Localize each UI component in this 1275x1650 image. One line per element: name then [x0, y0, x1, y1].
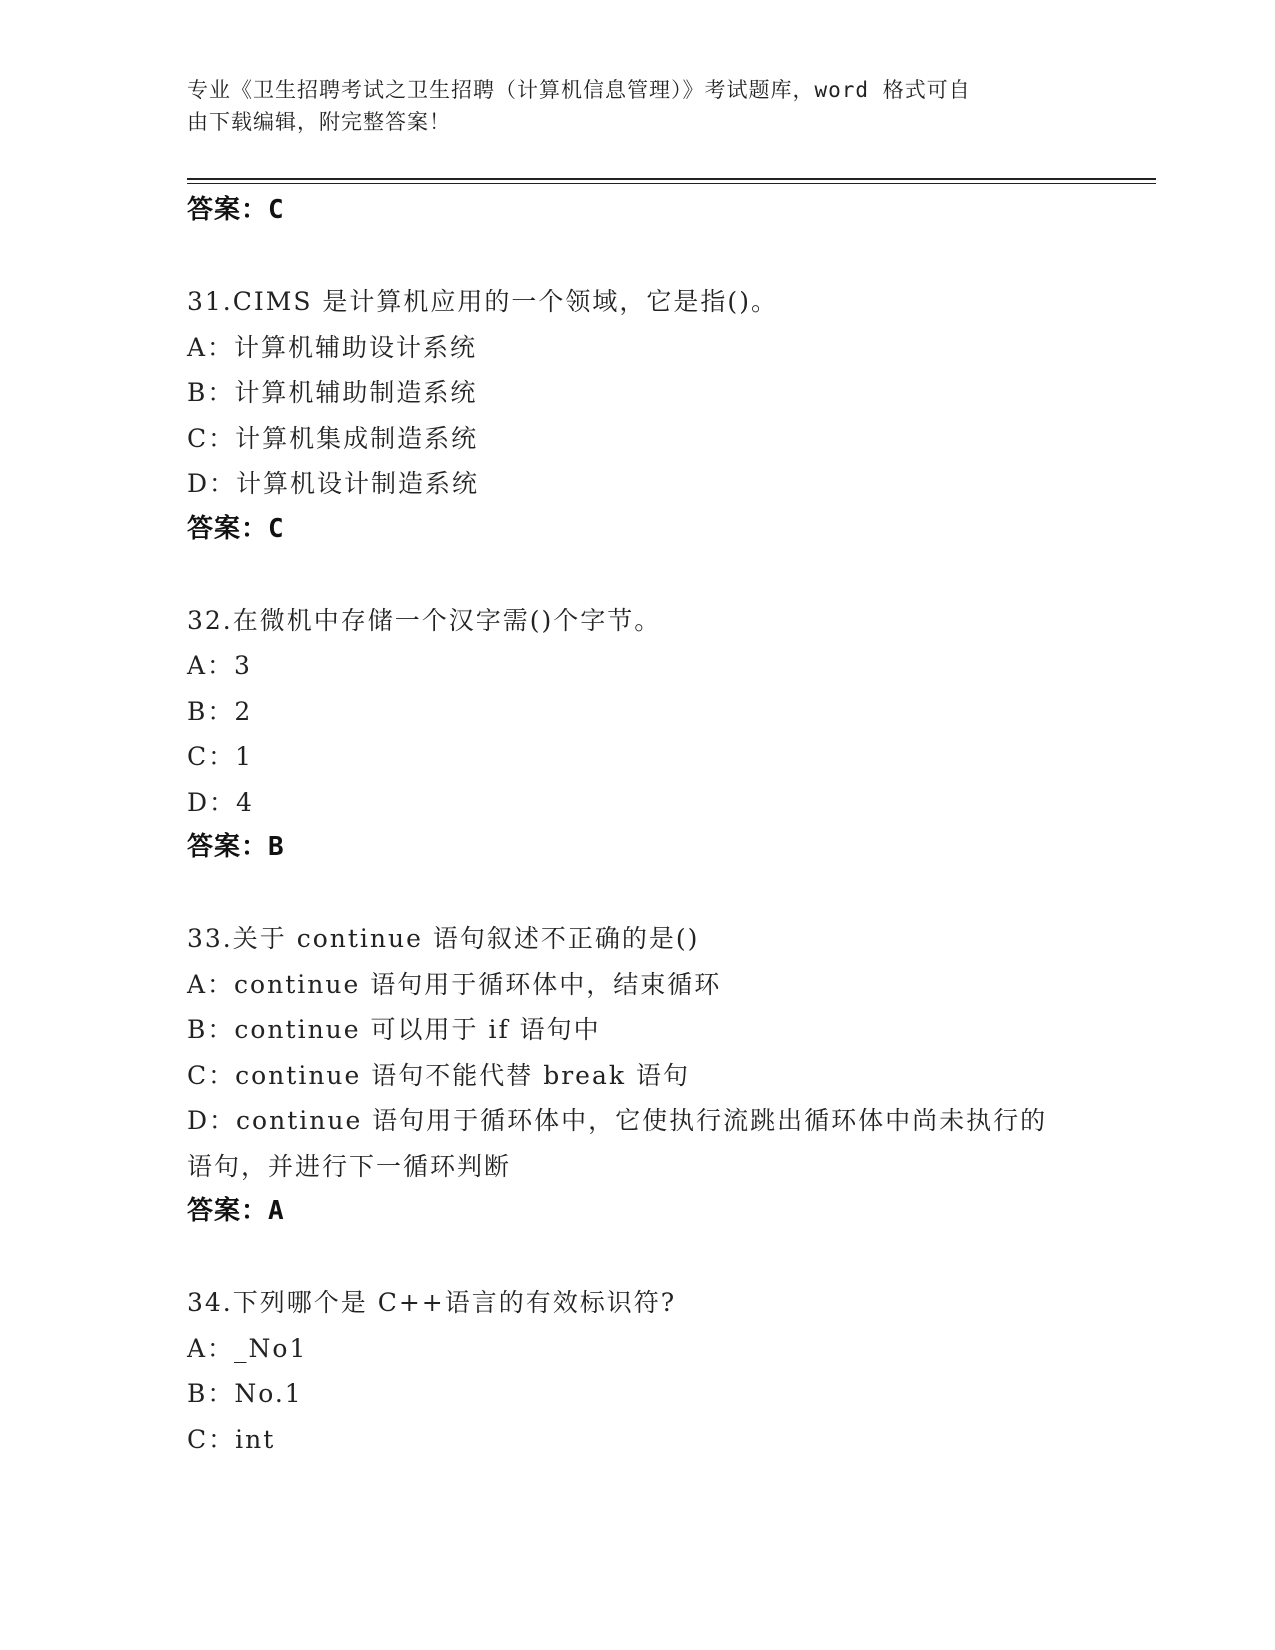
question-list — [187, 188, 1147, 1462]
option-d: D：计算机设计制造系统 — [187, 469, 480, 498]
option-c: C：continue 语句不能代替 break 语句 — [187, 1060, 690, 1090]
option-c: C：计算机集成制造系统 — [187, 423, 479, 453]
option-b: B：计算机辅助制造系统 — [187, 378, 478, 407]
page-header — [187, 74, 1087, 138]
header-rule-thick — [187, 178, 1156, 180]
option-c: C：1 — [187, 742, 254, 771]
header-line-2: 由下载编辑，附完整答案！ — [187, 110, 451, 134]
option-d: D：continue 语句用于循环体中，它使执行流跳出循环体中尚未执行的 — [187, 1106, 1048, 1135]
option-a: A：3 — [187, 651, 252, 680]
spacer — [187, 234, 1147, 280]
question-32 — [187, 598, 1147, 871]
question-stem: 31.CIMS 是计算机应用的一个领域，它是指()。 — [187, 287, 778, 316]
option-c: C：int — [187, 1424, 276, 1454]
spacer — [187, 871, 1147, 917]
option-a: A：continue 语句用于循环体中，结束循环 — [187, 969, 722, 999]
option-d: D：4 — [187, 787, 254, 817]
option-d-continued: 语句，并进行下一循环判断 — [187, 1151, 512, 1181]
question-34 — [187, 1280, 1147, 1462]
question-stem: 32.在微机中存储一个汉字需()个字节。 — [187, 605, 662, 635]
option-a: A：_No1 — [187, 1333, 308, 1363]
option-b: B：continue 可以用于 if 语句中 — [187, 1015, 601, 1044]
option-a: A：计算机辅助设计系统 — [187, 332, 478, 362]
spacer — [187, 1235, 1147, 1281]
spacer — [187, 552, 1147, 598]
header-rule-thin — [187, 183, 1156, 184]
question-stem: 33.关于 continue 语句叙述不正确的是() — [187, 924, 700, 953]
option-b: B：2 — [187, 696, 253, 726]
answer-prev: 答案：C — [187, 195, 285, 225]
answer: 答案：A — [187, 1196, 285, 1226]
question-33 — [187, 916, 1147, 1235]
question-stem: 34.下列哪个是 C++语言的有效标识符? — [187, 1288, 677, 1317]
question-31 — [187, 279, 1147, 552]
header-line-1: 专业《卫生招聘考试之卫生招聘（计算机信息管理）》考试题库，word 格式可自 — [187, 78, 971, 102]
option-b: B：No.1 — [187, 1379, 303, 1408]
answer: 答案：C — [187, 513, 285, 544]
answer: 答案：B — [187, 832, 285, 862]
